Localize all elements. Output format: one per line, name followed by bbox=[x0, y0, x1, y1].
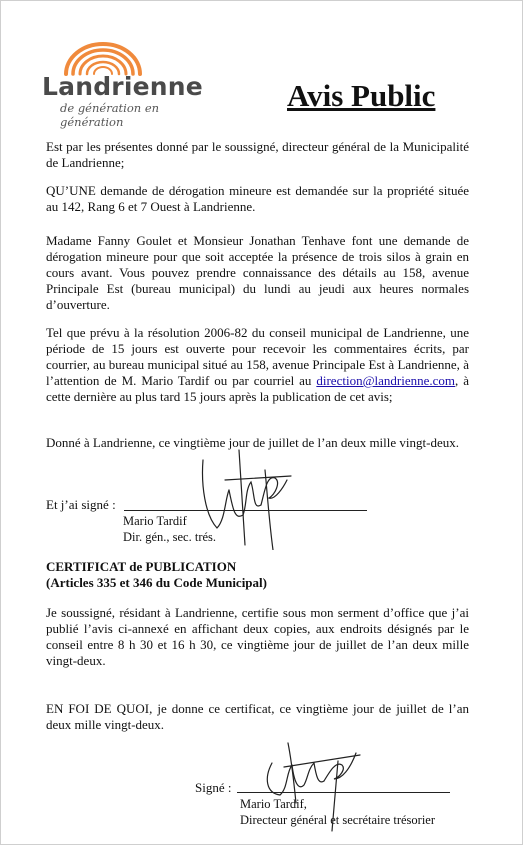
certificate-title-line2: (Articles 335 et 346 du Code Municipal) bbox=[46, 575, 267, 590]
page-title: Avis Public bbox=[287, 78, 436, 113]
logo-tagline: de génération en génération bbox=[60, 101, 160, 129]
certificate-title bbox=[46, 559, 267, 591]
landrienne-logo bbox=[42, 40, 212, 129]
attestation-paragraph: EN FOI DE QUOI, je donne ce certificat, ce vingtième jour de juillet de l’an deux mille vingt-deux. bbox=[46, 701, 469, 732]
logo-wordmark: Landrienne bbox=[42, 72, 203, 101]
signer-name-2: Mario Tardif, bbox=[240, 797, 307, 811]
signer-role: Dir. gén., sec. trés. bbox=[123, 530, 217, 544]
comment-period-text-end: , à cette dernière au plus tard 15 jours après la publication de cet avis; bbox=[46, 373, 469, 404]
certificate-title-line1: CERTIFICAT de PUBLICATION bbox=[46, 559, 237, 574]
sun-arc-icon bbox=[58, 40, 148, 76]
request-paragraph: QU’UNE demande de dérogation mineure est demandée sur la propriété située au 142, Rang 6 et 7 Ouest à Landrienne. bbox=[46, 183, 469, 214]
email-link[interactable]: direction@landrienne.com bbox=[316, 373, 456, 388]
signer-role-2: Directeur général et secrétaire trésorier bbox=[240, 813, 436, 827]
comment-period-text: Tel que prévu à la résolution 2006-82 du conseil municipal de Landrienne, une période de 15 jours est ouverte pour recevoir les commentaires écrits, par courrier, au bureau municipal situé au 158, avenue Principale Est à Landrienne, à l’attention de M. Mario Tardif ou par courriel au bbox=[46, 325, 469, 388]
given-date-paragraph: Donné à Landrienne, ce vingtième jour de juillet de l’an deux mille vingt-deux. bbox=[46, 435, 459, 450]
signer-name: Mario Tardif bbox=[123, 514, 187, 528]
comment-period-paragraph bbox=[46, 325, 469, 405]
signature-label: Et j’ai signé : bbox=[46, 497, 116, 512]
signed-label: Signé : bbox=[195, 780, 232, 795]
details-paragraph: Madame Fanny Goulet et Monsieur Jonathan Tenhave font une demande de dérogation mineure pour que soit acceptée la présence de trois silos à grain en cours avant. Vous pouvez prendre connaissance des détails au 158, avenue Principale Est (bureau municipal) du lundi au jeudi aux heures normales d’ouverture. bbox=[46, 233, 469, 312]
certificate-paragraph: Je soussigné, résidant à Landrienne, certifie sous mon serment d’office que j’ai publié l’avis ci-annexé en affichant deux copies, aux endroits désignés par le conseil entre 8 h 30 et 16 h 30, ce vingtième jour de juillet de l’an deux mille vingt-deux. bbox=[46, 605, 469, 668]
intro-paragraph: Est par les présentes donné par le soussigné, directeur général de la Municipalité de Landrienne; bbox=[46, 139, 469, 170]
